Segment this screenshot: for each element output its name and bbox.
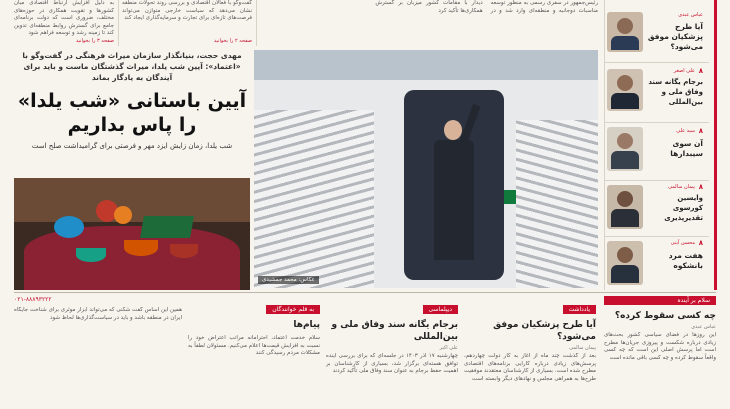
section-label: سلام بر آینده [604,296,716,305]
side-item[interactable] [605,122,709,177]
side-item[interactable] [605,6,709,58]
column-author: علی اکبر [439,345,458,351]
side-item-section: علی اصغر [673,68,695,74]
yalda-caption: شب یلدا، زمان زایش ایزد مهر و فرصتی برای گرامیداشت صلح است [31,142,233,150]
side-item-title: وایسین کورسوی تقدیرپذیری [664,194,703,222]
side-item-title: هفت مرد بانشکوه [668,251,703,270]
side-item-number: ۸ [698,67,703,75]
side-item-title: آن سوی سیبدارها [670,139,703,158]
bottom-column-2 [326,296,458,400]
yalda-photo [14,178,250,290]
avatar [607,127,643,171]
top-left-continued[interactable]: صفحه ۳ را بخوانید [75,38,114,44]
yalda-headline[interactable]: آیین باستانی «شب یلدا» را پاس بداریم [17,90,247,136]
side-item-section: عباس عبدی [678,12,703,18]
bottom-column-1 [464,296,596,400]
avatar [607,12,643,52]
bowl [124,240,158,256]
photo-caption: عکاس: محمد جمشیدی [258,276,319,284]
yalda-story [14,50,250,290]
avatar [607,69,643,111]
book [140,216,194,238]
side-item-section: پیمان سالمی [668,184,695,190]
person-figure [430,110,478,280]
column-headline[interactable]: آیا طرح پزشکیان موفق می‌شود؟ [493,320,596,342]
teapot [54,216,84,238]
side-list [604,0,717,290]
column-headline[interactable]: پیام‌ها [293,320,320,330]
column-headline[interactable]: چه کسی سقوط کرده؟ [614,311,716,321]
side-item-title: آیا طرح پزشکیان موفق می‌شود؟ [647,22,703,51]
side-item[interactable] [605,180,709,233]
side-item-number: ۸ [698,239,703,247]
stairs-left [254,110,374,288]
main-photo [254,50,598,288]
column-rule [118,0,119,46]
bottom-column-4 [14,296,182,400]
bowl [76,248,106,262]
phone-number: ۰۲۱-۸۸۸۹۳۲۲۲ [14,296,52,303]
column-body: این روزها در فضای سیاسی کشور بحث‌های زیادی درباره شکست و پیروزی جریان‌ها مطرح است اما پرسش اصلی این است که چه کسی واقعاً سقوط کرده و چه کسی باقی مانده است [604,332,716,361]
top-mid-continued[interactable]: صفحه ۲ را بخوانید [213,38,252,44]
top-right-body: رئیس‌جمهور در سفری رسمی به منظور توسعه مناسبات دوجانبه و منطقه‌ای وارد شد و در دیدار با مقامات کشور میزبان بر گسترش همکاری‌ها تأکید کرد [375,0,598,14]
bottom-right-column [604,296,716,400]
bowl [170,244,198,258]
avatar [607,241,643,285]
top-mid-body: گفت‌وگو با فعالان اقتصادی و بررسی روند تحولات منطقه نشان می‌دهد که سیاست خارجی متوازن می‌تواند فرصت‌های تازه‌ای برای تجارت و سرمایه‌گذاری ایجاد کند [122,0,252,21]
bottom-divider [14,292,716,293]
side-top-bar [714,0,717,290]
side-item-number: ۸ [698,127,703,135]
top-left-article [14,0,114,46]
side-item-section: محسن آیتی [670,240,695,246]
bottom-column-3 [188,296,320,400]
section-label: یادداشت [563,305,596,314]
avatar [607,185,643,229]
column-body: سلام خدمت اعتماد، احترامانه مراتب اعتراض خود را نسبت به افزایش قیمت‌ها اعلام می‌کنیم. مسئولان لطفاً به مشکلات مردم رسیدگی کنند [188,335,320,356]
column-body: همین این اساس گفت شکنی که می‌تواند ابزار موثری برای شناخت جایگاه ایران در منطقه باشد و باید در سیاست‌گذاری‌ها لحاظ شود [14,307,182,321]
section-label: دیپلماسی [423,305,458,314]
column-body: بعد از گذشت چند ماه از آغاز به کار دولت چهاردهم، پرسش‌های زیادی درباره کارایی برنامه‌های اقتصادی مطرح شده است. بسیاری از کارشناسان معتقدند موفقیت طرح‌ها به همراهی مجلس و نهادهای دیگر وابسته است [464,353,596,382]
top-left-body: به دلیل افزایش ارتباط اقتصادی میان کشورها و تقویت همکاری در حوزه‌های مختلف، ضروری است که دولت برنامه‌ای جامع برای گسترش روابط منطقه‌ای تدوین کند تا زمینه رشد و توسعه فراهم شود [14,0,114,36]
column-rule [256,0,257,46]
top-right-article [260,0,598,46]
column-headline[interactable]: برجام یگانه سند وفاق ملی و بین‌المللی [331,320,458,342]
column-author: عباس عبدی [691,324,716,330]
side-item[interactable] [605,62,709,119]
side-item-title: برجام یگانه سند وفاق ملی و بین‌المللی [648,78,703,106]
column-body: چهارشنبه ۱۷ آذر ۱۴۰۳ در جلسه‌ای که برای بررسی آینده توافق هسته‌ای برگزار شد، بسیاری از کارشناسان بر اهمیت حفظ برجام به عنوان سند وفاق ملی تأکید کردند [326,353,458,374]
side-item-section: سید علی [676,128,695,134]
yalda-kicker: مهدی حجت، بنیانگذار سازمان میراث فرهنگی در گفت‌وگو با «اعتماد»: آیین شب یلدا، میراث گذشتگان ماست و باید برای آیندگان به یادگار بماند [22,51,242,82]
side-item[interactable] [605,236,709,289]
column-author: پیمان سالمی [569,345,596,351]
top-mid-article [122,0,252,46]
section-label: به قلم خوانندگان [266,305,320,314]
orange [114,206,132,224]
side-item-number: ۸ [698,183,703,191]
stairs-right [516,120,598,288]
